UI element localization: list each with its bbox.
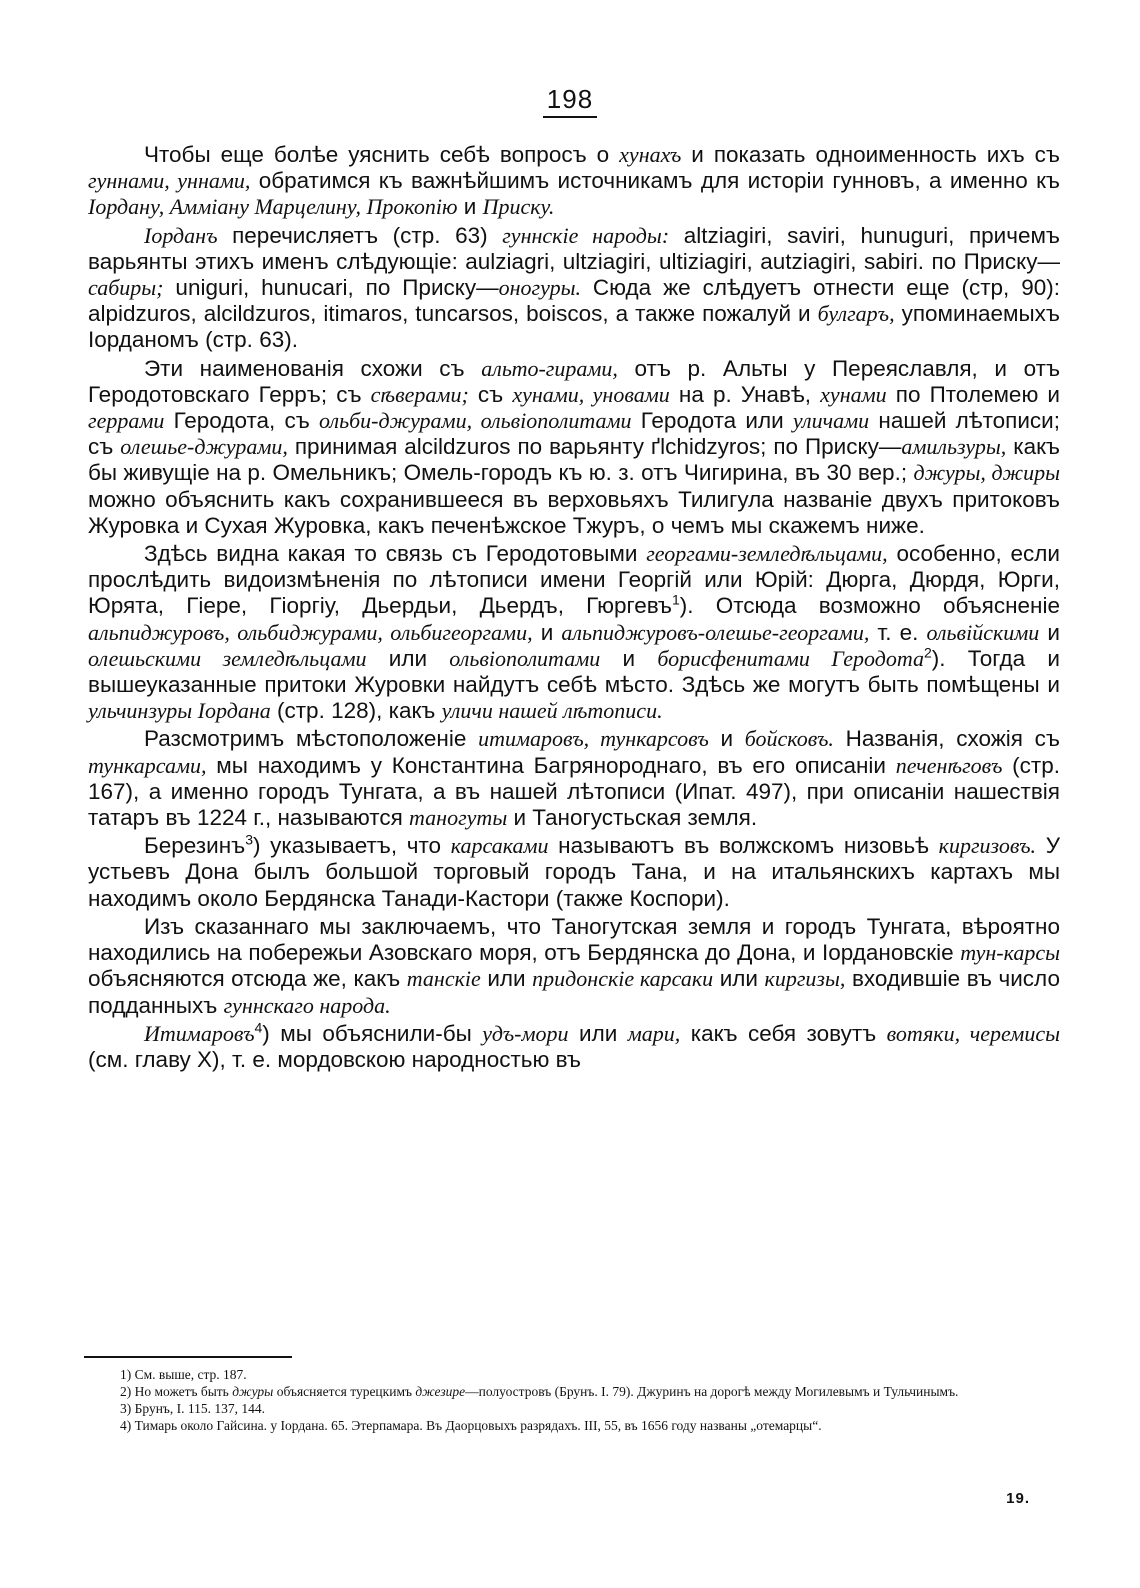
text-run: принимая alcildzuros по варьянту ґlchidzyros; по Приску— <box>287 434 902 460</box>
italic-term: хунами, уновами <box>512 381 670 407</box>
italic-term: гуннскаго народа. <box>223 992 391 1018</box>
italic-term: джуры, джиры <box>913 460 1060 486</box>
text-run: 2) Но можетъ быть <box>120 1384 233 1399</box>
footnote <box>84 1400 1060 1417</box>
text-run: Геродота, съ <box>164 408 320 434</box>
italic-term: альто-гирами, <box>481 355 618 381</box>
text-run: Названія, схожія съ <box>833 726 1060 752</box>
text-run: 3) Брунъ, I. 115. 137, 144. <box>120 1401 266 1416</box>
text-run: или <box>480 966 533 992</box>
italic-term: джезире <box>415 1384 466 1399</box>
text-run: съ <box>468 381 513 407</box>
footnotes <box>84 1366 1060 1434</box>
text-run: и Таногустьская земля. <box>507 805 758 831</box>
text-run: ) мы объяснили-бы <box>262 1020 483 1046</box>
text-run: называютъ въ волжскомъ низовьѣ <box>548 833 939 859</box>
signature-mark: 19. <box>1006 1490 1030 1507</box>
italic-term: альпиджуровъ-олешье-георгами, <box>561 619 870 645</box>
body-text <box>88 142 1060 1073</box>
italic-term: уличами <box>792 408 870 434</box>
italic-term: удъ-мори <box>482 1020 569 1046</box>
text-run: т. е. <box>869 619 927 645</box>
footnote <box>84 1417 1060 1434</box>
text-run: У устьевъ Дона былъ большой торговый городъ Тана, и на итальянскихъ картахъ мы находимъ около Бердянска Танади-Кастори (также Коспори). <box>88 833 1060 911</box>
text-run: или <box>713 966 765 992</box>
paragraph <box>88 833 1060 912</box>
text-run: входившіе въ число подданныхъ <box>88 966 1060 1018</box>
text-run: unigurі, hunucari, по Приску— <box>163 275 499 301</box>
italic-term: Итимаровъ <box>144 1020 255 1046</box>
italic-term: уличи нашей лѣтописи. <box>441 698 663 724</box>
text-run: отъ р. Альты у Переяславля, и отъ Геродотовскаго Герръ; съ <box>88 355 1061 407</box>
text-run: и <box>532 619 562 645</box>
italic-term: киргизовъ. <box>938 833 1037 859</box>
footnote-marker: 1 <box>672 591 680 608</box>
italic-term: олешье-джурами, <box>120 434 288 460</box>
page-number: 198 <box>0 84 1140 115</box>
text-run: (см. главу X), т. е. мордовскою народностью въ <box>88 1046 581 1072</box>
footnote-marker: 3 <box>245 831 253 848</box>
italic-term: гуннами, уннами, <box>88 168 251 194</box>
text-run: или <box>366 645 450 671</box>
italic-term: сѣверами; <box>370 381 469 407</box>
italic-term: мари, <box>627 1020 681 1046</box>
text-run: Здѣсь видна какая то связь съ Геродотовыми <box>144 541 647 567</box>
text-run: объясняется турецкимъ <box>273 1384 416 1399</box>
footnote-divider <box>84 1356 292 1358</box>
text-run: ). Тогда и вышеуказанные притоки Журовки найдутъ себѣ мѣсто. Здѣсь же могутъ быть помѣщены и <box>88 645 1060 698</box>
text-run: и показать одноименность ихъ съ <box>681 142 1060 167</box>
text-run: altziagiri, saviri, hunuguri, причемъ варьянты этихъ именъ слѣдующіе: aulziagri, ultziagiri, ultiziagiri, autziagiri, sabiri. по Приску— <box>88 222 1060 274</box>
text-run: какъ себя зовутъ <box>680 1020 887 1046</box>
text-run: особенно, если прослѣдить видоизмѣненія по лѣтописи имени Георгій или Юрій: Дюрга, Дюрдя, Юрги, Юрята, Гіере, Гіоргіу, Дьердьи, Дьердъ, Гюргевъ <box>88 541 1060 619</box>
text-run: на р. Унавѣ, <box>669 381 821 407</box>
text-run: —полуостровъ (Брунъ. I. 79). Джуринъ на дорогѣ между Могилевымъ и Тульчинымъ. <box>465 1384 959 1399</box>
italic-term: ольвійскими <box>926 619 1040 645</box>
paragraph <box>88 356 1060 539</box>
text-run: мы находимъ у Константина Багрянороднаго, въ его описаніи <box>206 752 896 778</box>
footnote <box>84 1383 1060 1400</box>
paragraph <box>88 914 1060 1019</box>
italic-term: Іордану, Аммiану Марцелину, Прокопію <box>88 194 458 220</box>
text-run: перечисляетъ (стр. 63) <box>217 222 503 248</box>
text-run: Чтобы еще болѣе уяснить себѣ вопросъ о <box>144 142 620 167</box>
text-run: (стр. 128), какъ <box>270 698 442 724</box>
italic-term: танскіе <box>406 966 481 992</box>
italic-term: Приску. <box>482 194 555 220</box>
italic-term: олешьскими земледѣльцами <box>88 645 367 671</box>
text-run: по Птолемею и <box>886 381 1060 407</box>
italic-term: сабиры; <box>88 275 164 301</box>
italic-term: гуннскіе народы: <box>502 222 670 248</box>
italic-term: тункарсами, <box>88 752 207 778</box>
text-run: Эти наименованія схожи съ <box>144 355 482 381</box>
italic-term: геррами <box>88 408 165 434</box>
italic-term: альпиджуровъ, ольбиджурами, ольбигеоргами, <box>88 619 533 645</box>
paragraph <box>88 726 1060 831</box>
footnote-marker: 4 <box>254 1019 263 1036</box>
text-run: или <box>568 1020 628 1046</box>
text-run: Изъ сказаннаго мы заключаемъ, что Таногутская земля и городъ Тунгата, вѣроятно находились на побережьи Азовскаго моря, отъ Бердянска до Дона, и Іордановскіе <box>88 913 1060 966</box>
text-run: Геродота или <box>631 408 793 434</box>
italic-term: оногуры. <box>498 275 581 301</box>
italic-term: придонскіе карсаки <box>532 966 714 992</box>
paragraph <box>88 541 1060 724</box>
italic-term: вотяки, черемисы <box>886 1020 1060 1046</box>
text-run: и <box>708 726 745 752</box>
text-run: ) указываетъ, что <box>252 833 451 859</box>
italic-term: булгаръ, <box>817 301 895 327</box>
italic-term: бойсковъ. <box>744 726 834 752</box>
italic-term: хунами <box>820 381 887 407</box>
italic-term: хунахъ <box>619 142 682 167</box>
text-run: какъ бы живущіе на р. Омельникъ; Омель-городъ къ ю. з. отъ Чигирина, въ 30 вер.; <box>88 434 1060 486</box>
italic-term: карсаками <box>450 833 549 859</box>
italic-term: борисфенитами Геродота <box>657 645 924 671</box>
text-run: Разсмотримъ мѣстоположеніе <box>144 726 479 752</box>
text-run: ). Отсюда возможно объясненіе <box>679 593 1060 619</box>
italic-term: итимаровъ, тункарсовъ <box>478 726 709 752</box>
paragraph <box>88 142 1060 221</box>
text-run: 4) Тимарь около Гайсина. у Іордана. 65. Этерпамара. Въ Даорцовыхъ разрядахъ. III, 55, въ 1656 году названы „отемарцы“. <box>120 1418 822 1433</box>
text-run: Березинъ <box>144 833 246 859</box>
italic-term: таногуты <box>409 805 508 831</box>
text-run: Сюда же слѣдуетъ отнести еще (стр, 90): alpidzuros, alcildzuros, itimaros, tuncarsos, boiscos, а также пожалуй и <box>88 275 1060 327</box>
italic-term: тун-карсы <box>960 940 1060 966</box>
text-run: объясняются отсюда же, какъ <box>88 966 407 992</box>
text-run: и <box>600 645 658 671</box>
text-run: можно объяснить какъ сохранившееся въ верховьяхъ Тилигула названіе двухъ притоковъ Журовка и Сухая Журовка, какъ печенѣжское Тжуръ, о чемъ мы скажемъ ниже. <box>88 486 1060 538</box>
paragraph <box>88 223 1060 354</box>
footnote-marker: 2 <box>924 644 932 661</box>
text-run: обратимся къ важнѣйшимъ источникамъ для исторіи гунновъ, а именно къ <box>250 168 1060 194</box>
text-run: упоминаемыхъ Іорданомъ (стр. 63). <box>88 301 1060 353</box>
italic-term: георгами-земледѣльцами, <box>646 541 888 567</box>
text-run: и <box>457 194 483 220</box>
paragraph <box>88 1021 1060 1073</box>
italic-term: Іорданъ <box>144 222 218 248</box>
text-run: и <box>1039 619 1060 645</box>
italic-term: ольвіополитами <box>449 645 601 671</box>
italic-term: джуры <box>232 1384 274 1399</box>
footnote <box>84 1366 1060 1383</box>
italic-term: печенѣговъ <box>895 752 1003 778</box>
text-run: 1) См. выше, стр. 187. <box>120 1367 247 1382</box>
italic-term: ольби-джурами, ольвіополитами <box>319 408 632 434</box>
italic-term: амильзуры, <box>901 434 1007 460</box>
text-run: нашей лѣтописи; съ <box>88 408 1060 460</box>
italic-term: ульчинзуры Іордана <box>88 698 271 724</box>
text-run: (стр. 167), а именно городъ Тунгата, а въ нашей лѣтописи (Ипат. 497), при описаніи нашествія татаръ въ 1224 г., называются <box>88 752 1060 831</box>
italic-term: киргизы, <box>764 966 846 992</box>
